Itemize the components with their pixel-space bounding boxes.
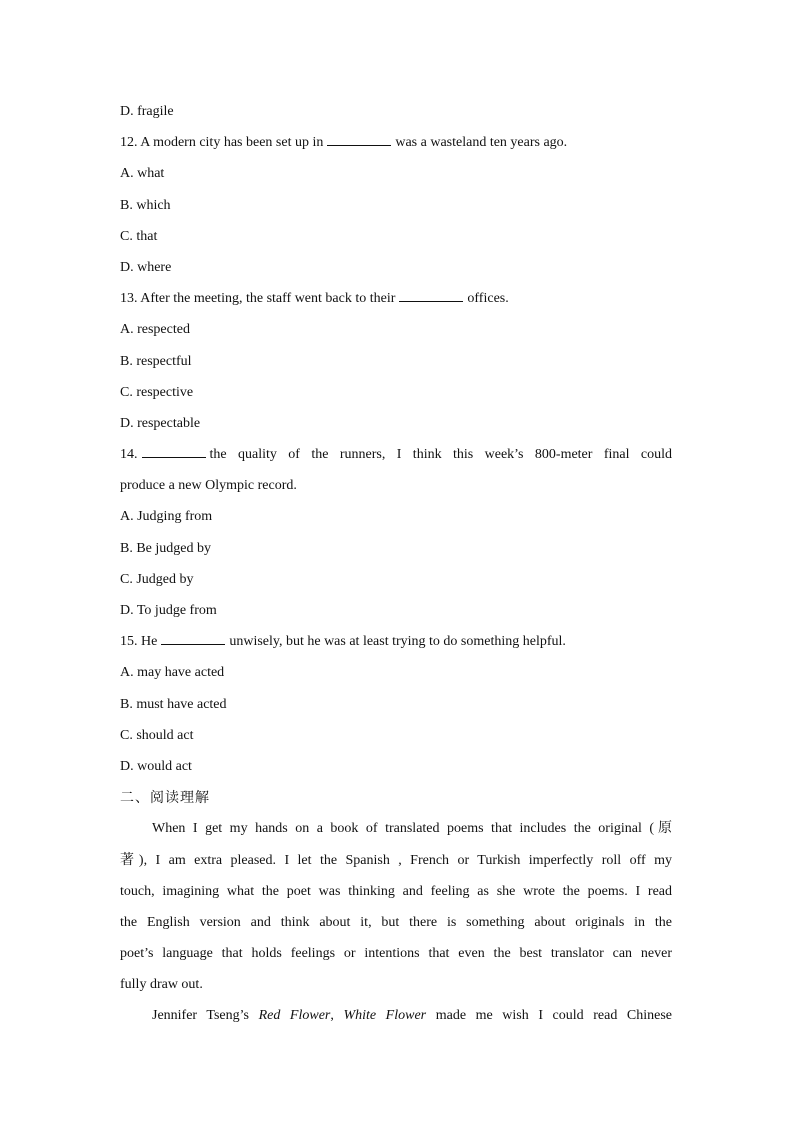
option-q13-c: C. respective [120, 384, 194, 400]
answer-blank [327, 131, 391, 146]
option-q13-b: B. respectful [120, 353, 192, 369]
passage-text: Jennifer Tseng’s [152, 1008, 249, 1024]
passage-line: fully draw out. [120, 977, 203, 993]
question-15-text-before: 15. He [120, 634, 158, 650]
answer-blank [399, 287, 463, 302]
question-14-stem [120, 442, 672, 473]
passage-line: 著), I am extra pleased. I let the Spanish , French or Turkish imperfectly roll off my [120, 852, 672, 868]
passage-comma: , [330, 1008, 334, 1024]
option-q12-a: A. what [120, 166, 165, 182]
document-page [120, 99, 672, 1035]
question-12-text-after: was a wasteland ten years ago. [395, 135, 568, 151]
question-12-text-before: 12. A modern city has been set up in [120, 135, 324, 151]
book-title-red-flower: Red Flower [258, 1008, 331, 1024]
option-q11-d: D. fragile [120, 104, 174, 119]
passage-line: When I get my hands on a book of translated poems that includes the original (原 [152, 821, 672, 837]
option-q12-b: B. which [120, 197, 171, 213]
question-15-stem [120, 629, 672, 660]
question-15-text-after: unwisely, but he was at least trying to do something helpful. [229, 634, 566, 650]
question-13-text-after: offices. [467, 291, 509, 307]
option-q12-d: D. where [120, 259, 172, 275]
question-14-text-after: the quality of the runners, I think this week’s 800-meter final could [209, 447, 672, 463]
option-q13-a: A. respected [120, 322, 190, 338]
question-14-text-before: 14. [120, 447, 138, 463]
book-title-white-flower: White Flower [343, 1008, 427, 1024]
passage-line: poet’s language that holds feelings or intentions that even the best translator can never [120, 946, 672, 962]
option-q13-d: D. respectable [120, 415, 201, 431]
option-q14-a: A. Judging from [120, 509, 213, 525]
question-13-stem [120, 286, 672, 317]
passage-line: the English version and think about it, but there is something about originals in the [120, 914, 672, 930]
question-12-stem [120, 130, 672, 161]
passage-line [120, 1003, 672, 1034]
option-q15-d: D. would act [120, 758, 192, 774]
answer-blank [142, 443, 206, 458]
option-q12-c: C. that [120, 228, 158, 244]
question-14-stem-line2: produce a new Olympic record. [120, 478, 297, 494]
passage-text: made me wish I could read Chinese [435, 1008, 673, 1024]
option-q14-c: C. Judged by [120, 571, 194, 587]
question-13-text-before: 13. After the meeting, the staff went back to their [120, 291, 396, 307]
passage-line: touch, imagining what the poet was thinking and feeling as she wrote the poems. I read [120, 883, 672, 899]
option-q15-a: A. may have acted [120, 665, 225, 681]
section-heading: 二、阅读理解 [120, 790, 210, 807]
answer-blank [161, 630, 225, 645]
option-q14-b: B. Be judged by [120, 540, 211, 556]
option-q14-d: D. To judge from [120, 603, 217, 618]
option-q15-c: C. should act [120, 727, 194, 743]
option-q15-b: B. must have acted [120, 696, 227, 712]
